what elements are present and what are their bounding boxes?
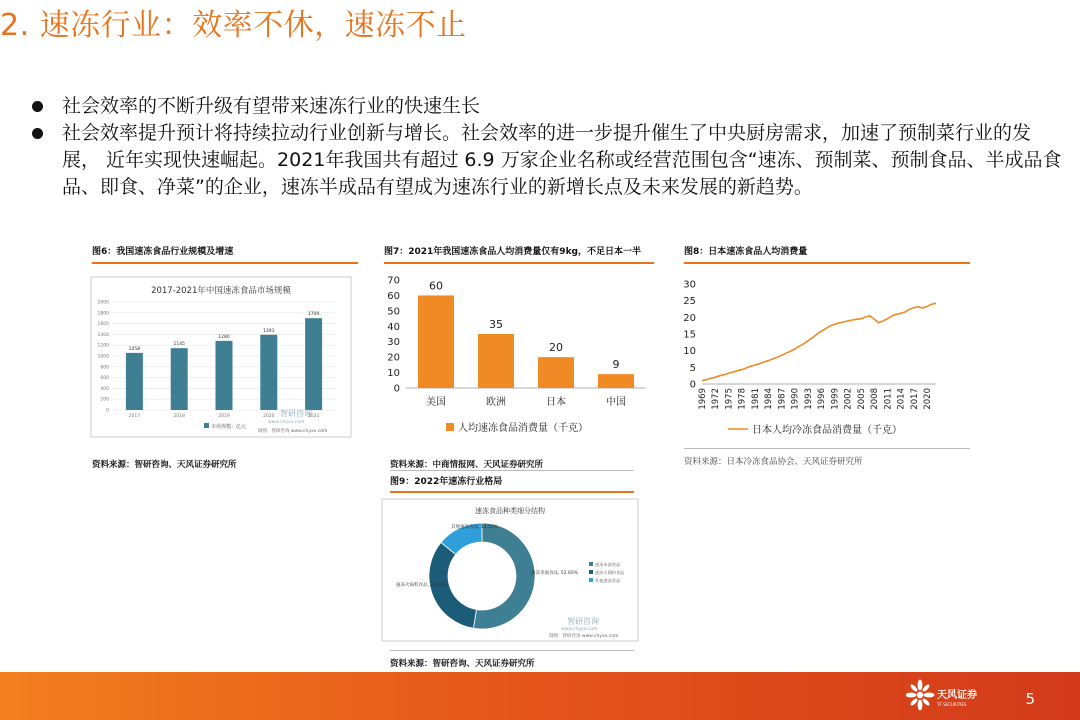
fig9-chart <box>381 498 639 642</box>
fig7-xtick-label: 中国 <box>606 397 626 408</box>
fig8-xtick-label: 2005 <box>856 388 867 410</box>
fig8-xtick-label: 1969 <box>698 388 708 410</box>
fig7-bar <box>478 334 514 388</box>
fig8-ytick-label: 0 <box>689 379 696 391</box>
fig6-ytick-label: 2000 <box>97 300 109 306</box>
fig6-data-label: 1145 <box>173 342 185 348</box>
fig8-xtick-label: 1987 <box>777 388 788 410</box>
fig6-inner-title: 2017-2021年中国速冻食品市场规模 <box>151 286 291 296</box>
fig6-bar <box>171 348 188 410</box>
fig8-xtick-label: 1978 <box>737 388 748 410</box>
fig6-ytick-label: 1800 <box>97 311 109 317</box>
fig6-data-label: 1393 <box>263 328 275 334</box>
fig6-bar <box>216 341 233 410</box>
fig6-legend-swatch <box>204 423 209 428</box>
fig8-caption: 图8：日本速冻食品人均消费量 <box>684 247 808 257</box>
fig6-xtick-label: 2019 <box>218 414 230 419</box>
fig8-xtick-label: 2002 <box>843 388 854 410</box>
brand-logo <box>906 674 980 716</box>
fig8-ytick-label: 20 <box>683 312 696 324</box>
fig8-bottom-rule <box>684 448 970 449</box>
fig8-series-line <box>702 303 936 380</box>
fig7-data-label: 35 <box>489 318 503 331</box>
bullet-dot <box>32 101 43 112</box>
fig6-credit: 制图：智研咨询 www.chyxx.com <box>258 429 328 434</box>
fig7-bar <box>418 295 454 388</box>
brand-logo-icon <box>906 674 980 716</box>
fig8-rule <box>684 262 970 264</box>
fig7-ytick-label: 60 <box>387 290 400 302</box>
fig6-data-label: 1700 <box>307 312 320 318</box>
fig7-ytick-label: 20 <box>387 352 400 364</box>
fig8-xtick-label: 2008 <box>870 388 881 410</box>
fig9-legend-swatch-3 <box>589 578 593 582</box>
fig7-data-label: 20 <box>549 341 563 355</box>
fig9-credit: 制图：智研咨询 www.chyxx.com <box>549 634 619 639</box>
fig7-ytick-label: 40 <box>387 321 400 333</box>
fig9-legend-1: 速冻米面食品 <box>595 562 621 567</box>
fig8-chart <box>668 270 968 442</box>
fig8-source: 资料来源：日本冷冻食品协会、天风证券研究所 <box>684 457 863 467</box>
fig6-xtick-label: 2017 <box>128 414 141 419</box>
fig7-chart <box>380 268 660 440</box>
fig9-label-rice: 速冻米面食品, 52.60% <box>531 571 579 576</box>
fig8-xtick-label: 2017 <box>909 388 920 410</box>
fig7-bar <box>538 357 574 388</box>
slide-title: 2. 速冻行业：效率不休，速冻不止 <box>0 8 467 43</box>
fig6-bar <box>260 335 277 410</box>
brand-sub: TF SECURITIES <box>937 702 967 707</box>
fig6-legend: 市场规模：亿元 <box>211 424 247 430</box>
fig8-xtick-label: 1984 <box>764 388 775 410</box>
fig7-ytick-label: 10 <box>387 368 400 380</box>
fig6-ytick-label: 200 <box>100 397 109 403</box>
fig6-ytick-label: 0 <box>106 408 109 414</box>
fig9-legend-2: 速冻火锅料食品 <box>595 570 625 575</box>
fig6-rule <box>92 262 358 264</box>
fig8-xtick-label: 1981 <box>750 388 761 410</box>
fig6-watermark: 智研咨询 <box>280 409 312 418</box>
fig6-bar <box>305 318 322 410</box>
fig9-rule <box>390 491 634 493</box>
fig6-chart <box>90 276 352 438</box>
fig7-ytick-label: 30 <box>387 337 400 349</box>
fig8-xtick-label: 1993 <box>803 388 814 410</box>
fig7-ytick-label: 50 <box>387 306 400 318</box>
fig6-xtick-label: 2021 <box>307 414 320 419</box>
fig8-ytick-label: 10 <box>683 346 696 358</box>
fig9-legend-3: 其他速冻食品 <box>595 578 621 583</box>
fig6-data-label: 1058 <box>128 346 141 352</box>
fig9-watermark-url: www.chyxx.com <box>561 627 598 632</box>
fig8-ytick-label: 25 <box>683 296 696 308</box>
fig7-source: 资料来源：中商情报网、天风证券研究所 <box>390 460 544 470</box>
fig6-data-label: 1280 <box>218 334 230 340</box>
fig8-ytick-label: 5 <box>689 362 696 374</box>
fig7-ytick-label: 70 <box>387 275 400 287</box>
fig8-xtick-label: 1972 <box>711 388 722 410</box>
fig8-xtick-label: 2011 <box>883 388 894 410</box>
fig6-xtick-label: 2018 <box>173 414 185 419</box>
fig6-xtick-label: 2020 <box>263 414 275 419</box>
fig6-ytick-label: 600 <box>100 376 109 382</box>
bullet-dot <box>32 128 43 139</box>
fig9-legend-swatch-1 <box>589 562 593 566</box>
fig8-xtick-label: 2020 <box>923 388 934 410</box>
fig7-xtick-label: 日本 <box>546 397 566 408</box>
fig7-rule <box>384 262 654 264</box>
fig7-data-label: 9 <box>612 358 620 372</box>
fig9-source: 资料来源：智研咨询、天风证券研究所 <box>390 659 535 669</box>
fig9-bottom-rule <box>390 650 634 651</box>
fig8-legend: 日本人均冷冻食品消费量（千克） <box>752 425 902 436</box>
fig7-legend: 人均速冻食品消费量（千克） <box>458 423 588 434</box>
fig6-bar <box>126 353 143 410</box>
fig8-xtick-label: 1996 <box>817 388 828 410</box>
fig8-ytick-label: 15 <box>683 329 696 341</box>
brand-name: 天风证券 <box>937 690 977 701</box>
fig9-label-hotpot: 速冻火锅料食品, 33.30% <box>396 583 448 588</box>
fig7-data-label: 60 <box>429 279 443 293</box>
fig8-xtick-label: 1975 <box>724 388 735 410</box>
fig7-bar <box>598 374 634 388</box>
fig6-caption: 图6：我国速冻食品行业规模及增速 <box>92 247 234 257</box>
fig8-xtick-label: 1990 <box>790 388 801 410</box>
page-number: 5 <box>1025 690 1035 708</box>
fig6-ytick-label: 1400 <box>97 332 109 338</box>
fig8-xtick-label: 2014 <box>896 388 907 410</box>
fig6-ytick-label: 800 <box>100 365 109 371</box>
fig6-source: 资料来源：智研咨询、天风证券研究所 <box>92 460 237 470</box>
fig8-ytick-label: 30 <box>683 279 696 291</box>
fig7-ytick-label: 0 <box>393 383 400 395</box>
fig7-xtick-label: 美国 <box>426 397 446 408</box>
fig9-watermark: 智研咨询 <box>567 617 599 626</box>
fig6-ytick-label: 1200 <box>97 343 109 349</box>
fig7-legend-swatch <box>446 423 454 431</box>
fig9-inner-title: 速冻食品种类细分结构 <box>475 507 545 515</box>
fig6-ytick-label: 400 <box>100 386 109 392</box>
fig7-bottom-rule <box>390 470 634 471</box>
fig9-label-other: 其他速冻食品, 14.10% <box>451 525 499 530</box>
fig9-legend-swatch-2 <box>589 570 593 574</box>
fig6-ytick-label: 1600 <box>97 322 109 328</box>
fig8-xtick-label: 1999 <box>830 388 841 410</box>
fig6-watermark-url: www.chyxx.com <box>268 420 305 425</box>
fig7-xtick-label: 欧洲 <box>486 397 506 408</box>
bullet-1-text: 社会效率的不断升级有望带来速冻行业的快速生长 <box>62 95 481 117</box>
fig9-caption: 图9：2022年速冻行业格局 <box>390 477 503 487</box>
fig7-caption: 图7：2021年我国速冻食品人均消费量仅有9kg，不足日本一半 <box>384 247 642 257</box>
bullet-2-text: 社会效率提升预计将持续拉动行业创新与增长。社会效率的进一步提升催生了中央厨房需求，加速了预制菜行业的发展， 近年实现快速崛起。2021年我国共有超过 6.9 万家企业名称或经营范围包含“速冻、预制菜、预制食品、半成品食品、即食、净菜”的企业，速冻半成品有望成为速冻行业的新增长点及未来发展的新趋势。 <box>62 122 1062 198</box>
fig6-ytick-label: 1000 <box>97 354 109 360</box>
